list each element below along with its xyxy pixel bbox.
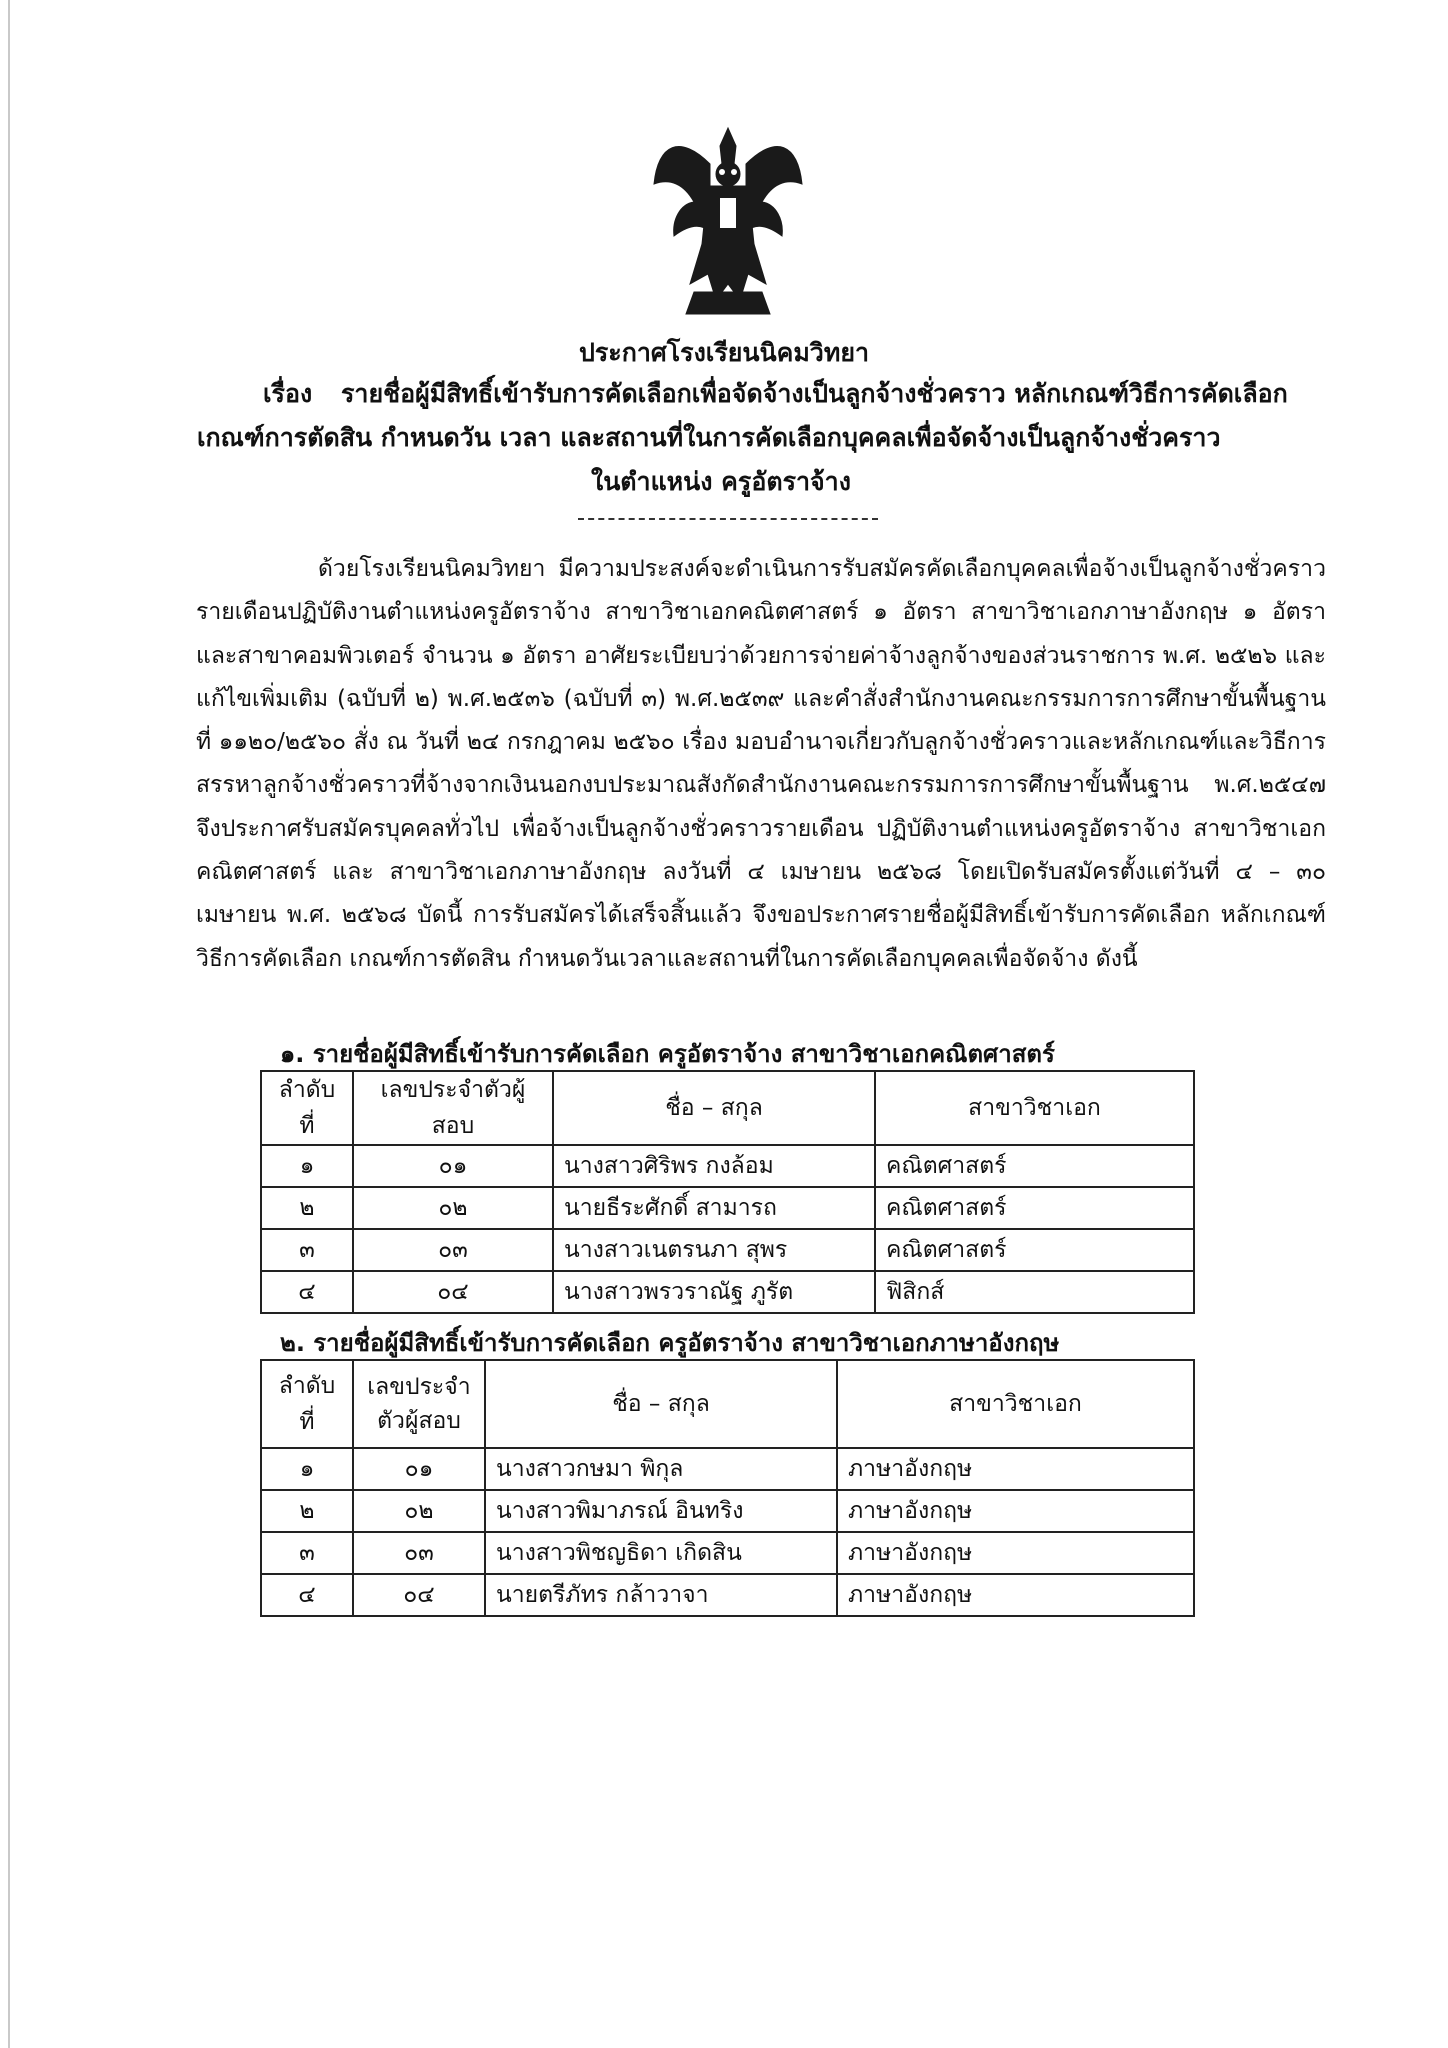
cell-major: คณิตศาสตร์	[875, 1229, 1194, 1271]
cell-major: ภาษาอังกฤษ	[837, 1574, 1194, 1616]
table-header-row	[261, 1360, 1194, 1448]
table-row	[261, 1271, 1194, 1313]
cell-no: ๒	[261, 1490, 353, 1532]
col-header-no: ลำดับที่	[261, 1360, 353, 1448]
table-header-row	[261, 1071, 1194, 1145]
cell-id: ๐๒	[353, 1490, 485, 1532]
cell-major: ภาษาอังกฤษ	[837, 1448, 1194, 1490]
cell-name: นางสาวพิมาภรณ์ อินทริง	[485, 1490, 837, 1532]
cell-no: ๔	[261, 1574, 353, 1616]
col-header-major: สาขาวิชาเอก	[875, 1071, 1194, 1145]
subject-block	[197, 372, 1288, 504]
body-paragraph-text: ด้วยโรงเรียนนิคมวิทยา มีความประสงค์จะดำเนินการรับสมัครคัดเลือกบุคคลเพื่อจ้างเป็นลูกจ้างชั่วคราวรายเดือนปฏิบัติงานตำแหน่งครูอัตราจ้าง สาขาวิชาเอกคณิตศาสตร์ ๑ อัตรา สาขาวิชาเอกภาษาอังกฤษ ๑ อัตรา และสาขาคอมพิวเตอร์ จำนวน ๑ อัตรา อาศัยระเบียบว่าด้วยการจ่ายค่าจ้างลูกจ้างของส่วนราชการ พ.ศ. ๒๕๒๖ และแก้ไขเพิ่มเติม (ฉบับที่ ๒) พ.ศ.๒๕๓๖ (ฉบับที่ ๓) พ.ศ.๒๕๓๙ และคำสั่งสำนักงานคณะกรรมการการศึกษาขั้นพื้นฐาน ที่ ๑๑๒๐/๒๕๖๐ สั่ง ณ วันที่ ๒๔ กรกฎาคม ๒๕๖๐ เรื่อง มอบอำนาจเกี่ยวกับลูกจ้างชั่วคราวและหลักเกณฑ์และวิธีการสรรหาลูกจ้างชั่วคราวที่จ้างจากเงินนอกงบประมาณสังกัดสำนักงานคณะกรรมการการศึกษาขั้นพื้นฐาน พ.ศ.๒๕๔๗ จึงประกาศรับสมัครบุคคลทั่วไป เพื่อจ้างเป็นลูกจ้างชั่วคราวรายเดือน ปฏิบัติงานตำแหน่งครูอัตราจ้าง สาขาวิชาเอกคณิตศาสตร์ และ สาขาวิชาเอกภาษาอังกฤษ ลงวันที่ ๔ เมษายน ๒๕๖๘ โดยเปิดรับสมัครตั้งแต่วันที่ ๔ – ๓๐ เมษายน พ.ศ. ๒๕๖๘ บัดนี้ การรับสมัครได้เสร็จสิ้นแล้ว จึงขอประกาศรายชื่อผู้มีสิทธิ์เข้ารับการคัดเลือก หลักเกณฑ์วิธีการคัดเลือก เกณฑ์การตัดสิน กำหนดวันเวลาและสถานที่ในการคัดเลือกบุคคลเพื่อจัดจ้าง ดังนี้	[196, 556, 1326, 972]
cell-id: ๐๔	[353, 1574, 485, 1616]
cell-id: ๐๑	[353, 1145, 553, 1187]
cell-name: นายธีระศักดิ์ สามารถ	[553, 1187, 875, 1229]
section-1-heading: ๑. รายชื่อผู้มีสิทธิ์เข้ารับการคัดเลือก ครูอัตราจ้าง สาขาวิชาเอกคณิตศาสตร์	[280, 1040, 1055, 1068]
col-header-name: ชื่อ – สกุล	[485, 1360, 837, 1448]
col-header-name: ชื่อ – สกุล	[553, 1071, 875, 1145]
table-row	[261, 1532, 1194, 1574]
cell-name: นางสาวพิชญธิดา เกิดสิน	[485, 1532, 837, 1574]
section-2-heading: ๒. รายชื่อผู้มีสิทธิ์เข้ารับการคัดเลือก ครูอัตราจ้าง สาขาวิชาเอกภาษาอังกฤษ	[280, 1329, 1060, 1357]
table-row	[261, 1448, 1194, 1490]
cell-no: ๑	[261, 1145, 353, 1187]
cell-major: คณิตศาสตร์	[875, 1187, 1194, 1229]
subject-line-3: ในตำแหน่ง ครูอัตราจ้าง	[591, 467, 851, 496]
cell-id: ๐๓	[353, 1229, 553, 1271]
col-header-id: เลขประจำตัวผู้สอบ	[353, 1071, 553, 1145]
subject-line-2: เกณฑ์การตัดสิน กำหนดวัน เวลา และสถานที่ในการคัดเลือกบุคคลเพื่อจัดจ้างเป็นลูกจ้างชั่วคราว	[197, 423, 1221, 452]
cell-id: ๐๓	[353, 1532, 485, 1574]
cell-major: ภาษาอังกฤษ	[837, 1490, 1194, 1532]
cell-name: นางสาวเนตรนภา สุพร	[553, 1229, 875, 1271]
subject-line-1: รายชื่อผู้มีสิทธิ์เข้ารับการคัดเลือกเพื่อจัดจ้างเป็นลูกจ้างชั่วคราว หลักเกณฑ์วิธีการคัดเลือก	[341, 379, 1288, 408]
cell-id: ๐๑	[353, 1448, 485, 1490]
table-row	[261, 1145, 1194, 1187]
body-paragraph	[196, 548, 1326, 981]
table-row	[261, 1187, 1194, 1229]
english-candidates-table	[260, 1359, 1195, 1617]
page-edge-line	[8, 0, 10, 2048]
document-title: ประกาศโรงเรียนนิคมวิทยา	[578, 338, 870, 367]
table-row	[261, 1229, 1194, 1271]
col-header-id: เลขประจำตัวผู้สอบ	[353, 1360, 485, 1448]
cell-major: ฟิสิกส์	[875, 1271, 1194, 1313]
table-row	[261, 1574, 1194, 1616]
cell-no: ๒	[261, 1187, 353, 1229]
cell-no: ๓	[261, 1229, 353, 1271]
cell-no: ๔	[261, 1271, 353, 1313]
cell-major: ภาษาอังกฤษ	[837, 1532, 1194, 1574]
cell-name: นางสาวกษมา พิกุล	[485, 1448, 837, 1490]
cell-name: นางสาวพรวราณัฐ ภูรัต	[553, 1271, 875, 1313]
cell-id: ๐๔	[353, 1271, 553, 1313]
garuda-emblem-icon	[650, 124, 806, 320]
col-header-major: สาขาวิชาเอก	[837, 1360, 1194, 1448]
col-header-no: ลำดับที่	[261, 1071, 353, 1145]
cell-id: ๐๒	[353, 1187, 553, 1229]
cell-name: นางสาวศิริพร กงล้อม	[553, 1145, 875, 1187]
math-candidates-table	[260, 1070, 1195, 1314]
cell-no: ๓	[261, 1532, 353, 1574]
divider-dashed	[578, 518, 878, 520]
cell-name: นายตรีภัทร กล้าวาจา	[485, 1574, 837, 1616]
subject-label: เรื่อง	[263, 379, 313, 408]
cell-no: ๑	[261, 1448, 353, 1490]
cell-major: คณิตศาสตร์	[875, 1145, 1194, 1187]
table-row	[261, 1490, 1194, 1532]
